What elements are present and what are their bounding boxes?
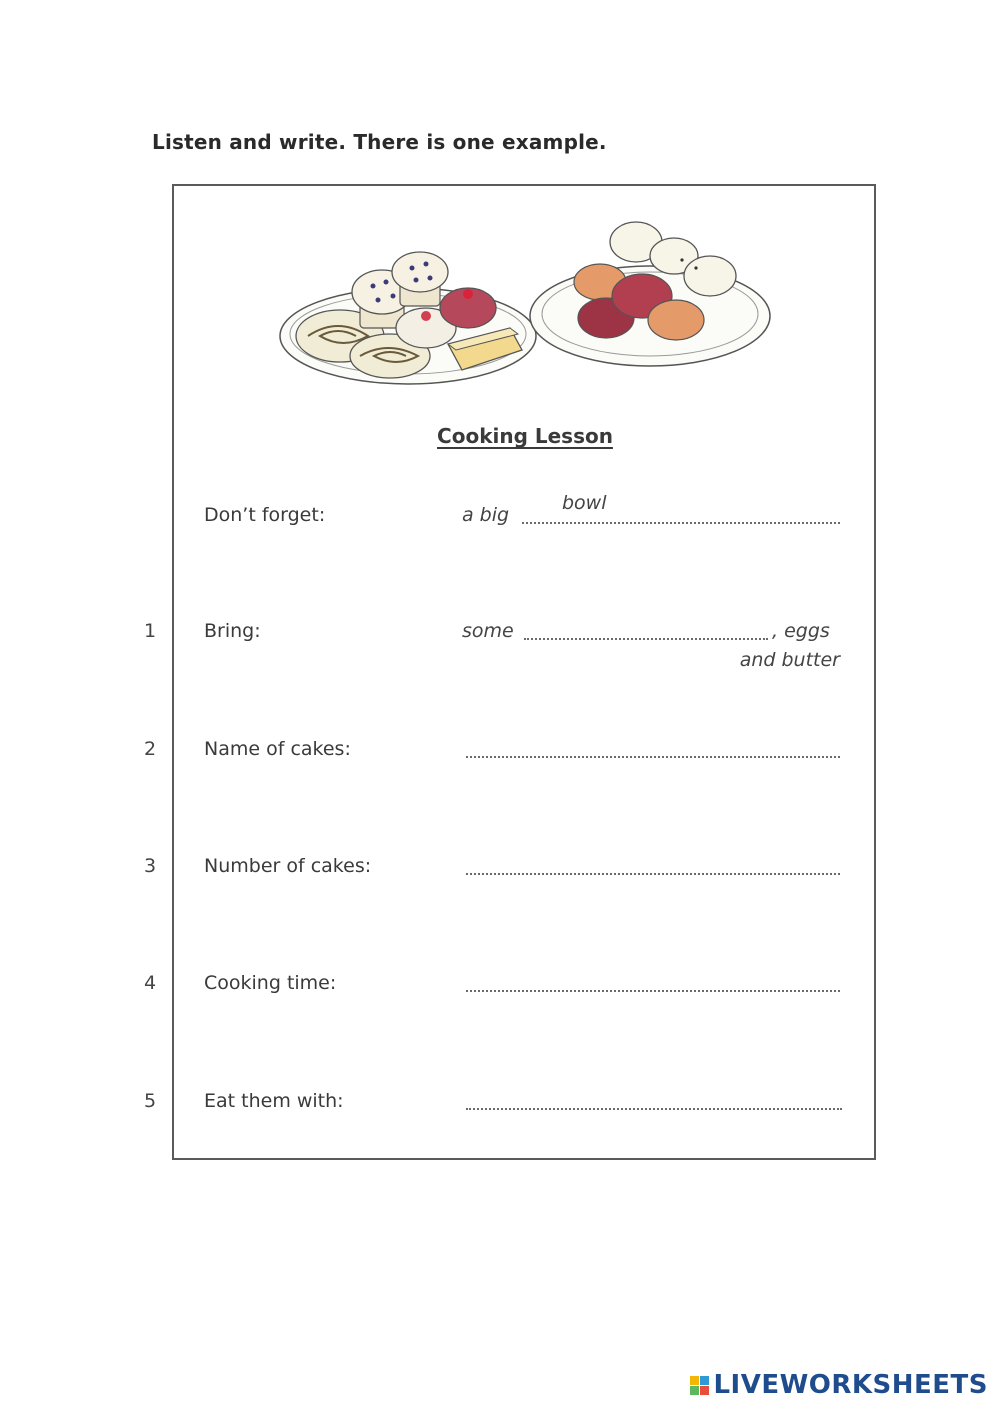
question-row-3 bbox=[0, 855, 1000, 915]
answer-input-5[interactable] bbox=[466, 1108, 842, 1110]
cakes-illustration bbox=[278, 216, 778, 391]
lesson-title bbox=[0, 424, 1000, 448]
answer-input-2[interactable] bbox=[466, 756, 840, 758]
answer-prefix: a big bbox=[462, 504, 510, 526]
answer-area bbox=[462, 855, 842, 915]
logo-text: LIVEWORKSHEETS bbox=[713, 1370, 988, 1400]
answer-area bbox=[462, 972, 842, 1032]
row-label: Eat them with: bbox=[204, 1090, 344, 1112]
row-number: 3 bbox=[144, 855, 157, 877]
answer-suffix-2: and butter bbox=[739, 649, 840, 671]
row-label: Don’t forget: bbox=[204, 504, 326, 526]
answer-input-3[interactable] bbox=[466, 873, 840, 875]
logo-grid-icon bbox=[690, 1376, 709, 1395]
example-row bbox=[0, 492, 1000, 564]
row-number: 4 bbox=[144, 972, 157, 994]
row-label: Bring: bbox=[204, 620, 261, 642]
answer-area bbox=[462, 492, 842, 564]
lesson-title-text: Cooking Lesson bbox=[437, 424, 613, 448]
row-number: 2 bbox=[144, 738, 157, 760]
row-number: 5 bbox=[144, 1090, 157, 1112]
answer-area bbox=[462, 738, 842, 798]
answer-area bbox=[462, 620, 842, 680]
row-label: Cooking time: bbox=[204, 972, 337, 994]
example-answer: bowl bbox=[562, 492, 607, 514]
answer-area bbox=[462, 1090, 842, 1150]
answer-suffix: , eggs bbox=[772, 620, 830, 642]
liveworksheets-logo[interactable] bbox=[690, 1370, 988, 1400]
question-row-5 bbox=[0, 1090, 1000, 1150]
question-row-4 bbox=[0, 972, 1000, 1032]
row-number: 1 bbox=[144, 620, 157, 642]
instruction-text: Listen and write. There is one example. bbox=[152, 130, 607, 154]
row-label: Name of cakes: bbox=[204, 738, 351, 760]
answer-input-1[interactable] bbox=[524, 638, 768, 640]
answer-input-4[interactable] bbox=[466, 990, 840, 992]
answer-line bbox=[522, 522, 840, 524]
question-row-1 bbox=[0, 620, 1000, 680]
row-label: Number of cakes: bbox=[204, 855, 372, 877]
question-row-2 bbox=[0, 738, 1000, 798]
answer-prefix: some bbox=[462, 620, 514, 642]
